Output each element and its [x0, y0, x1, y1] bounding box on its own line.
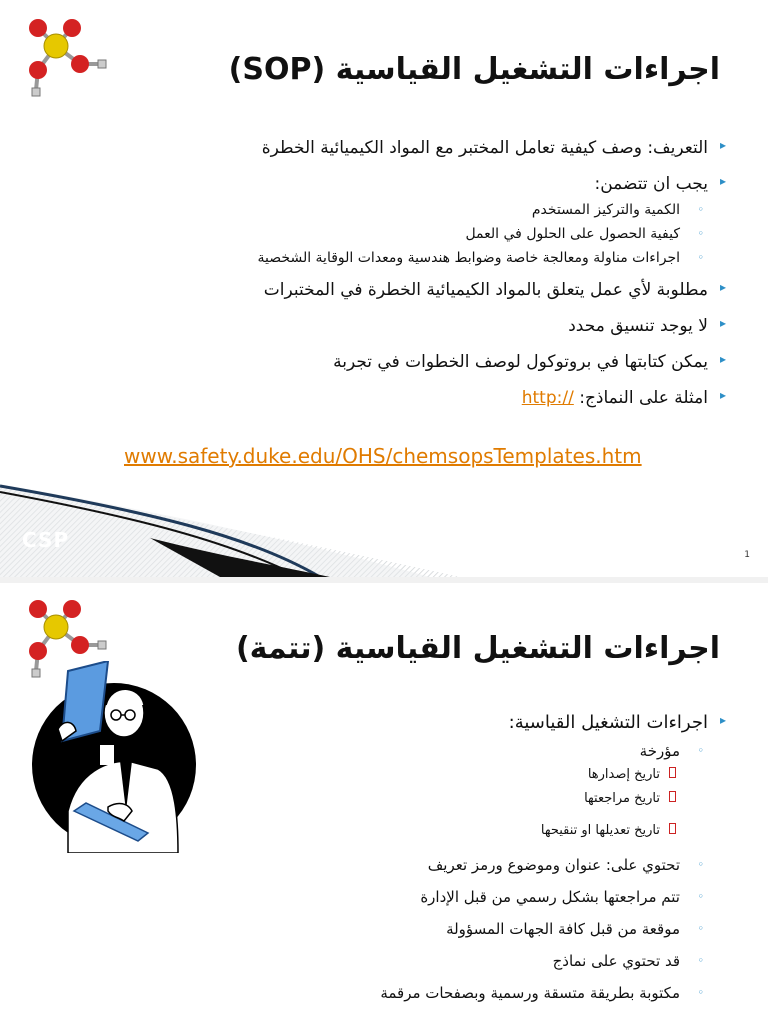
sub-bullet-item: ◦ مكتوبة بطريقة متسقة ورسمية وبصفحات مرقمة	[220, 977, 716, 1009]
bullet-item: ▸ مطلوبة لأي عمل يتعلق بالمواد الكيميائية الخطرة في المختبرات	[100, 276, 716, 304]
sub-bullet-item: ◦ اجراءات مناولة ومعالجة خاصة وضوابط هندسية ومعدات الوقاية الشخصية	[100, 246, 716, 270]
slide-title: اجراءات التشغيل القياسية (SOP)	[228, 52, 720, 87]
page-number: 1	[744, 550, 750, 560]
bullet-item: ▸ يمكن كتابتها في بروتوكول لوصف الخطوات في تجربة	[100, 348, 716, 376]
csp-logo: CSP	[22, 528, 70, 552]
sub-bullet-item: ◦ الكمية والتركيز المستخدم	[100, 198, 716, 222]
bullet-list	[100, 134, 716, 412]
bullet-item: ▸ يجب ان تتضمن:	[100, 170, 716, 198]
sub-bullet-item: ◦ تحتوي على: عنوان وموضوع ورمز تعريف	[220, 849, 716, 881]
slide-title: اجراءات التشغيل القياسية (تتمة)	[235, 631, 720, 666]
sub-bullet-item: ◦ موقعة من قبل كافة الجهات المسؤولة	[220, 913, 716, 945]
sub-bullet-item: ◦ مؤرخة	[220, 739, 716, 763]
bullet-item: ▸ لا يوجد تنسيق محدد	[100, 312, 716, 340]
date-item: تاريخ إصدارها	[220, 763, 716, 787]
sub-bullet-item: ◦ كيفية الحصول على الحلول في العمل	[100, 222, 716, 246]
bullet-heading: ▸ اجراءات التشغيل القياسية:	[220, 709, 716, 737]
slide-footer-swoosh	[0, 478, 768, 577]
bullet-list	[220, 709, 716, 1009]
examples-label: امثلة على النماذج:	[579, 388, 708, 408]
date-item: تاريخ مراجعتها	[220, 787, 716, 811]
sub-bullet-item: ◦ تتم مراجعتها بشكل رسمي من قبل الإدارة	[220, 881, 716, 913]
molecule-icon	[14, 14, 110, 98]
bullet-item-examples	[100, 384, 716, 412]
templates-url-link[interactable]: www.safety.duke.edu/OHS/chemsopsTemplates.htm	[124, 444, 642, 468]
scientist-illustration	[28, 661, 200, 853]
slide-2	[0, 583, 768, 1024]
http-link[interactable]: http://	[521, 388, 574, 408]
date-item: تاريخ تعديلها او تنقيحها	[220, 819, 716, 843]
sub-bullet-item: ◦ قد تحتوي على نماذج	[220, 945, 716, 977]
bullet-item: ▸ التعريف: وصف كيفية تعامل المختبر مع المواد الكيميائية الخطرة	[100, 134, 716, 162]
